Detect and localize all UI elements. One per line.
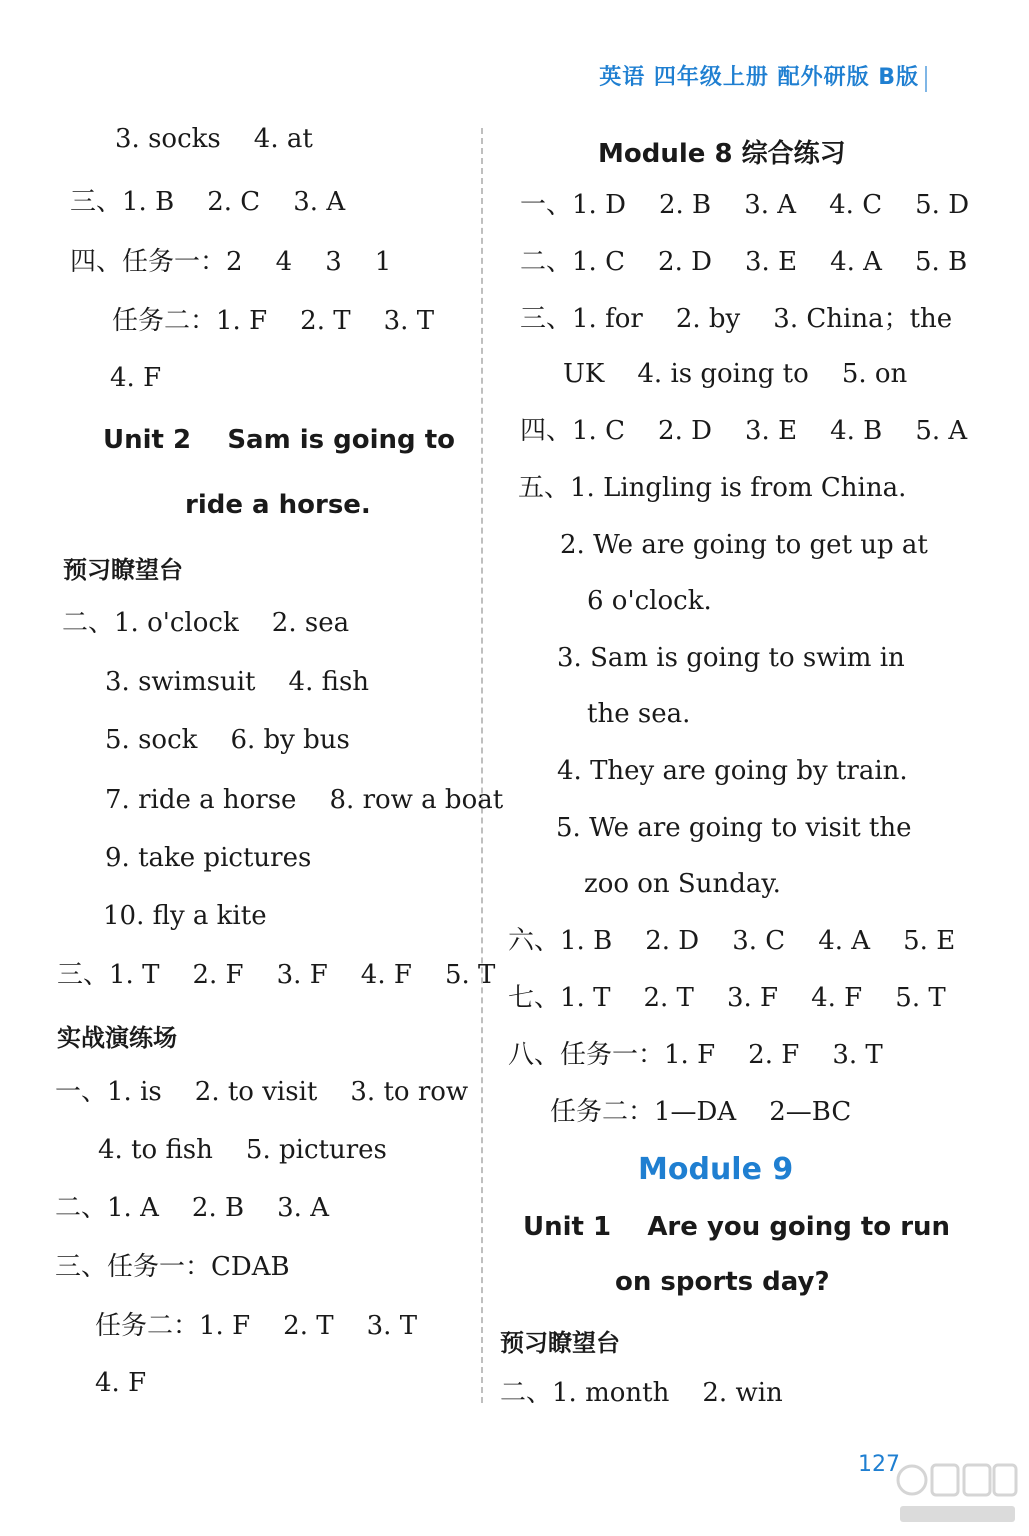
- answer-line: 9. take pictures: [105, 843, 312, 873]
- answer-line: 4. They are going by train.: [557, 756, 908, 786]
- page-number: 127: [858, 1452, 900, 1477]
- section-heading-preview: 预习瞭望台: [63, 556, 183, 584]
- answer-line: 10. fly a kite: [103, 901, 267, 931]
- unit-title-continued: ride a horse.: [185, 490, 371, 520]
- unit-title-continued: on sports day?: [615, 1267, 830, 1297]
- answer-line: 三、任务一：CDAB: [55, 1252, 290, 1282]
- page-header: 英语 四年级上册 配外研版 B版: [599, 65, 919, 90]
- answer-line: 6 o'clock.: [587, 586, 712, 616]
- module-title: Module 8 综合练习: [598, 139, 846, 169]
- answer-line: 三、1. B 2. C 3. A: [70, 187, 346, 217]
- answer-line: UK 4. is going to 5. on: [563, 359, 908, 389]
- answer-line: 二、1. o'clock 2. sea: [62, 608, 350, 638]
- column-divider: [481, 128, 483, 1403]
- answer-line: zoo on Sunday.: [584, 869, 781, 899]
- answer-line: 3. swimsuit 4. fish: [105, 667, 370, 697]
- answer-line: 任务二：1. F 2. T 3. T: [112, 306, 435, 336]
- unit-title: Unit 1 Are you going to run: [523, 1212, 951, 1242]
- answer-line: 4. F: [95, 1368, 147, 1398]
- answer-line: 八、任务一：1. F 2. F 3. T: [508, 1040, 883, 1070]
- answer-line: 三、1. for 2. by 3. China；the: [520, 304, 953, 334]
- answer-line: 3. socks 4. at: [115, 124, 313, 154]
- answer-line: 任务二：1. F 2. T 3. T: [95, 1311, 418, 1341]
- answer-line: 二、1. A 2. B 3. A: [55, 1193, 329, 1223]
- unit-title: Unit 2 Sam is going to: [103, 425, 456, 455]
- answer-line: 3. Sam is going to swim in: [557, 643, 905, 673]
- answer-line: 二、1. C 2. D 3. E 4. A 5. B: [520, 247, 968, 277]
- answer-line: 五、1. Lingling is from China.: [518, 473, 907, 503]
- answer-line: 三、1. T 2. F 3. F 4. F 5. T: [57, 960, 496, 990]
- answer-line: 4. to fish 5. pictures: [98, 1135, 387, 1165]
- answer-line: 5. We are going to visit the: [556, 813, 912, 843]
- answer-line: 二、1. month 2. win: [500, 1378, 783, 1408]
- module-title-blue: Module 9: [638, 1152, 794, 1187]
- answer-line: 七、1. T 2. T 3. F 4. F 5. T: [508, 983, 946, 1013]
- answer-line: 一、1. is 2. to visit 3. to row: [55, 1077, 469, 1107]
- answer-line: 四、任务一：2 4 3 1: [70, 247, 392, 277]
- watermark-logo-icon: [890, 1440, 1020, 1530]
- header-divider: [925, 66, 927, 92]
- answer-line: 一、1. D 2. B 3. A 4. C 5. D: [520, 190, 970, 220]
- answer-line: 四、1. C 2. D 3. E 4. B 5. A: [520, 416, 968, 446]
- answer-line: 4. F: [110, 363, 162, 393]
- answer-line: 六、1. B 2. D 3. C 4. A 5. E: [508, 926, 956, 956]
- section-heading-preview: 预习瞭望台: [500, 1329, 620, 1357]
- answer-line: the sea.: [587, 699, 691, 729]
- answer-line: 任务二：1—DA 2—BC: [550, 1097, 852, 1127]
- answer-line: 7. ride a horse 8. row a boat: [105, 785, 504, 815]
- answer-line: 5. sock 6. by bus: [105, 725, 350, 755]
- section-heading-practice: 实战演练场: [57, 1024, 177, 1052]
- answer-line: 2. We are going to get up at: [560, 530, 928, 560]
